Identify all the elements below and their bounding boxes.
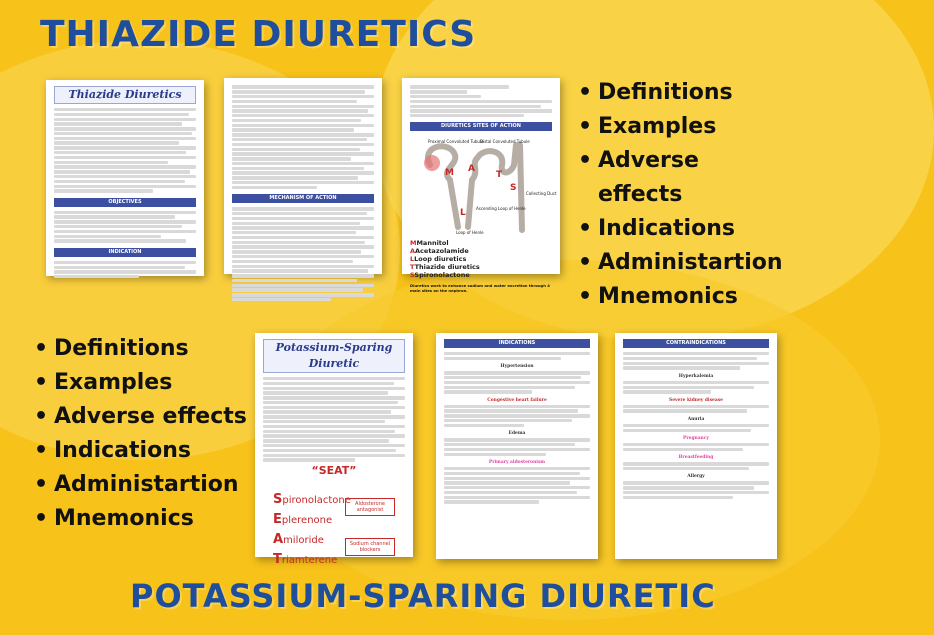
feature-list-right <box>578 76 788 314</box>
page-title: Potassium-Sparing Diuretic <box>263 339 405 373</box>
label-proximal: Proximal Convoluted Tubule <box>428 139 484 145</box>
subheading: Hyperkalemia <box>678 373 714 379</box>
ksparing-page-2 <box>436 333 598 559</box>
tag-aldosterone: Aldosterone antagonist <box>345 498 395 516</box>
subheading: Primary aldosteronism <box>488 459 546 465</box>
section-contraindications: CONTRAINDICATIONS <box>623 339 769 348</box>
text-block <box>410 85 552 117</box>
feature-item: • Mnemonics <box>578 280 788 314</box>
subheading: Allergy <box>687 474 705 480</box>
seat-list <box>273 490 351 570</box>
label-collecting: Collecting Duct <box>526 191 557 197</box>
section-mechanism: MECHANISM OF ACTION <box>232 194 374 203</box>
label-loop: Loop of Henle <box>456 230 484 236</box>
text-block <box>232 207 374 301</box>
subheading: Pregnancy <box>683 436 709 442</box>
section-indication: INDICATION <box>54 248 196 257</box>
mnemonic-item: SSpironolactone <box>410 271 470 280</box>
seat-item: Eplerenone <box>273 511 333 527</box>
ksparing-page-1 <box>255 333 413 567</box>
thiazide-page-2 <box>224 78 382 274</box>
text-block <box>54 108 196 193</box>
text-block <box>54 211 196 243</box>
main-title: THIAZIDE DIURETICS <box>40 14 477 55</box>
feature-item: • Administartion <box>578 246 788 280</box>
nephron-diagram <box>410 135 560 235</box>
subheading: Congestive heart failure <box>487 397 547 403</box>
diuretic-tip: Diuretics work to enhance sodium and water excretion through 4 main sites on the nephron. <box>410 283 550 294</box>
seat-item: Amiloride <box>273 531 324 547</box>
mnemonic-item: AAcetazolamide <box>410 247 469 256</box>
seat-title: “SEAT” <box>311 463 357 477</box>
page-title: Thiazide Diuretics <box>54 86 196 104</box>
mnemonic-letter-l: L <box>460 208 466 219</box>
label-distal: Distal Convoluted Tubule <box>480 139 530 145</box>
label-ascending: Ascending Loop of Henle <box>476 206 526 212</box>
subheading: Hypertension <box>500 364 534 370</box>
seat-item: Triamterene <box>273 551 338 567</box>
seat-item: Spironolactone <box>273 491 351 507</box>
feature-item: • Indications <box>34 434 264 468</box>
mnemonic-letter-t: T <box>496 170 503 181</box>
mnemonic-item: LLoop diuretics <box>410 255 467 264</box>
feature-item: • Definitions <box>578 76 788 110</box>
subheading: Edema <box>508 431 526 437</box>
feature-item: • Definitions <box>34 332 264 366</box>
thiazide-page-1 <box>46 80 204 276</box>
feature-item: • Adverse effects <box>578 144 788 212</box>
feature-item: • Mnemonics <box>34 502 264 536</box>
section-objectives: OBJECTIVES <box>54 198 196 207</box>
mnemonic-letter-a: A <box>468 164 475 175</box>
feature-item: • Examples <box>34 366 264 400</box>
bottom-title: POTASSIUM-SPARING DIURETIC <box>130 577 716 615</box>
seat-mnemonic <box>263 463 405 586</box>
mnemonic-item: TThiazide diuretics <box>410 263 480 272</box>
tag-sodium-channel: Sodium channel blockers <box>345 538 395 556</box>
section-indications: INDICATIONS <box>444 339 590 348</box>
thiazide-page-3 <box>402 78 560 294</box>
feature-list-left <box>34 332 264 536</box>
subheading: Severe kidney disease <box>669 397 723 403</box>
feature-item: • Examples <box>578 110 788 144</box>
text-block <box>232 85 374 189</box>
mnemonic-letter-s: S <box>510 183 517 194</box>
ksparing-page-3 <box>615 333 777 559</box>
section-sites-of-action: DIURETICS SITES OF ACTION <box>410 122 552 131</box>
subheading: Anuria <box>687 416 705 422</box>
feature-item: • Administartion <box>34 468 264 502</box>
subheading: Breastfeeding <box>678 455 714 461</box>
mnemonic-letter-m: M <box>445 168 454 179</box>
feature-item: • Indications <box>578 212 788 246</box>
mnemonic-list <box>410 239 552 279</box>
text-block <box>263 377 405 462</box>
mnemonic-item: MMannitol <box>410 239 449 248</box>
nephron-illustration <box>410 135 560 235</box>
text-block <box>54 261 196 279</box>
feature-item: • Adverse effects <box>34 400 264 434</box>
